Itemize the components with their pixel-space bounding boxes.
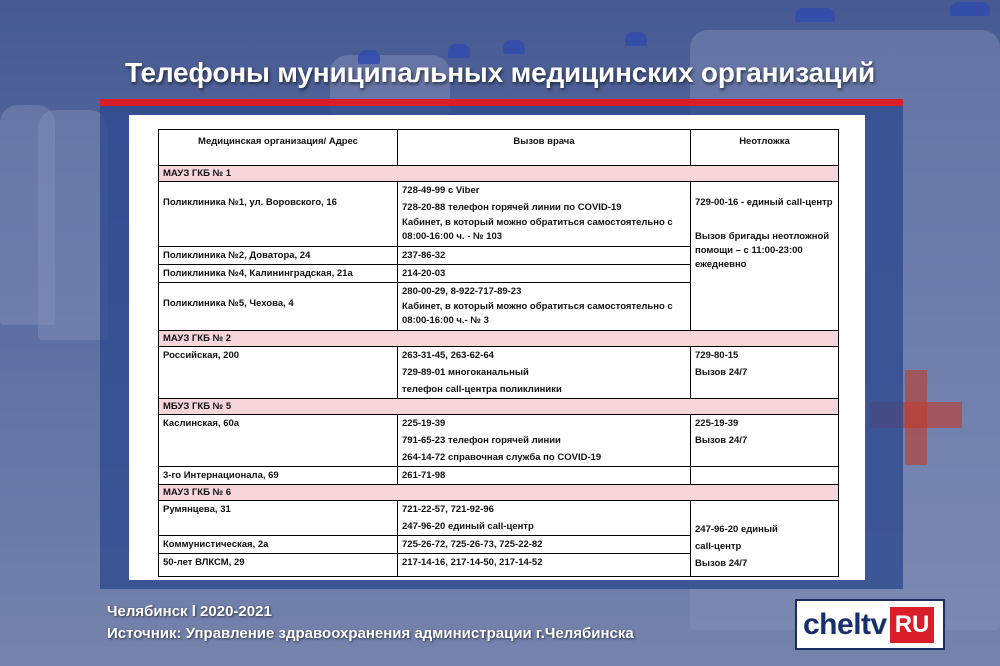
org-address: Поликлиника №4, Калининградская, 21а	[159, 265, 398, 283]
org-address: Румянцева, 31	[159, 501, 398, 536]
doctor-call-cell	[398, 182, 691, 247]
doctor-call-cell	[398, 347, 691, 399]
call-line: 237-86-32	[398, 247, 691, 265]
call-line: 728-20-88 телефон горячей линии по COVID-19	[402, 202, 622, 213]
section-title: МБУЗ ГКБ № 5	[159, 399, 839, 415]
section-row	[159, 331, 839, 347]
urgent-line: Вызов 24/7	[695, 367, 748, 378]
urgent-line: 729-80-15	[695, 350, 739, 361]
section-title: МАУЗ ГКБ № 2	[159, 331, 839, 347]
call-line: телефон call-центра поликлиники	[402, 384, 562, 395]
urgent-line: Вызов бригады неотложной помощи – с 11:00-23:00 ежедневно	[695, 231, 830, 270]
section-title: МАУЗ ГКБ № 6	[159, 485, 839, 501]
call-line: 280-00-29, 8-922-717-89-23	[402, 286, 522, 297]
call-line: 225-19-39	[402, 418, 446, 429]
call-line: Кабинет, в который можно обратиться самостоятельно с 08:00-16:00 ч. - № 103	[402, 217, 673, 242]
urgent-cell	[691, 467, 839, 485]
org-address: Российская, 200	[159, 347, 398, 399]
call-line: 264-14-72 справочная служба по COVID-19	[402, 452, 602, 463]
doctor-call-cell	[398, 283, 691, 331]
footer-source: Источник: Управление здравоохранения администрации г.Челябинска	[107, 625, 634, 642]
urgent-line: 247-96-20 единый	[695, 524, 778, 535]
call-line: 261-71-98	[398, 467, 691, 485]
logo-ru-badge: RU	[890, 607, 935, 643]
table-row	[159, 415, 839, 467]
call-line: 729-89-01 многоканальный	[402, 367, 529, 378]
org-address: Поликлиника №2, Доватора, 24	[159, 247, 398, 265]
call-line: 217-14-16, 217-14-50, 217-14-52	[398, 554, 691, 577]
column-header: Неотложка	[691, 130, 839, 166]
org-address: Поликлиника №1, ул. Воровского, 16	[159, 182, 398, 247]
urgent-cell	[691, 415, 839, 467]
call-line: 725-26-72, 725-26-73, 725-22-82	[398, 536, 691, 554]
phone-table	[158, 129, 839, 577]
column-header: Медицинская организация/ Адрес	[159, 130, 398, 166]
org-address: 50-лет ВЛКСМ, 29	[159, 554, 398, 577]
doctor-call-cell	[398, 501, 691, 536]
section-row	[159, 485, 839, 501]
urgent-line: Вызов 24/7	[695, 558, 748, 569]
column-header: Вызов врача	[398, 130, 691, 166]
table-row	[159, 347, 839, 399]
table-header-row	[159, 130, 839, 166]
call-line: 791-65-23 телефон горячей линии	[402, 435, 561, 446]
table-row	[159, 182, 839, 247]
call-line: 214-20-03	[398, 265, 691, 283]
logo-text: cheltv	[803, 607, 887, 641]
title-underline	[100, 99, 903, 106]
call-line: 263-31-45, 263-62-64	[402, 350, 494, 361]
urgent-line: call-центр	[695, 541, 742, 552]
urgent-cell	[691, 347, 839, 399]
urgent-line: 729-00-16 - единый call-центр	[695, 197, 833, 208]
doctor-call-cell	[398, 415, 691, 467]
org-address: Каслинская, 60а	[159, 415, 398, 467]
call-line: Кабинет, в который можно обратиться самостоятельно с 08:00-16:00 ч.- № 3	[402, 301, 673, 326]
org-address: 3-го Интернационала, 69	[159, 467, 398, 485]
call-line: 247-96-20 единый call-центр	[402, 521, 534, 532]
table-row	[159, 501, 839, 536]
org-address: Коммунистическая, 2а	[159, 536, 398, 554]
cheltv-logo[interactable]	[795, 599, 945, 650]
urgent-line: Вызов 24/7	[695, 435, 748, 446]
call-line: 728-49-99 с Viber	[402, 185, 480, 196]
urgent-cell	[691, 182, 839, 331]
section-row	[159, 399, 839, 415]
page-title: Телефоны муниципальных медицинских организаций	[124, 57, 876, 88]
section-row	[159, 166, 839, 182]
footer-city-years: Челябинск l 2020-2021	[107, 603, 272, 620]
org-address: Поликлиника №5, Чехова, 4	[159, 283, 398, 331]
section-title: МАУЗ ГКБ № 1	[159, 166, 839, 182]
table-row	[159, 467, 839, 485]
urgent-line: 225-19-39	[695, 418, 739, 429]
urgent-cell	[691, 501, 839, 577]
call-line: 721-22-57, 721-92-96	[402, 504, 494, 515]
